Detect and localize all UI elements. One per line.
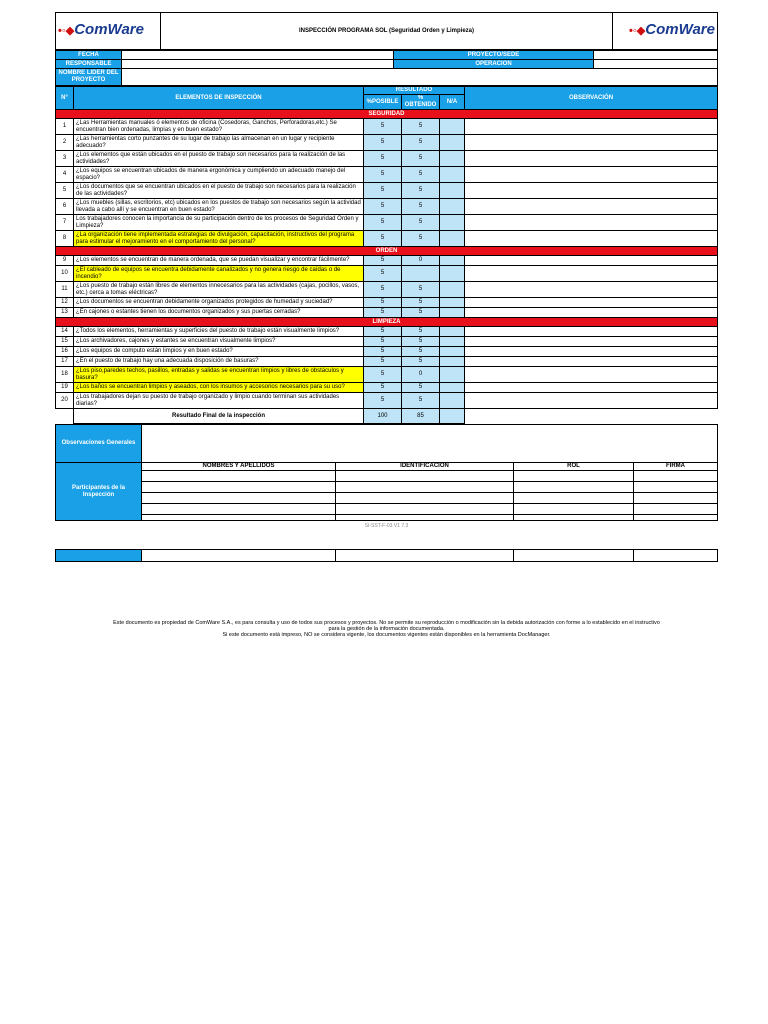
- inspection-row: [56, 327, 718, 337]
- item-posible[interactable]: 5: [364, 337, 402, 347]
- inspection-row: [56, 347, 718, 357]
- inspection-table: [55, 86, 718, 424]
- item-number: 2: [56, 135, 74, 151]
- operacion-field[interactable]: [594, 60, 718, 69]
- item-text: ¿Los documentos que se encuentran ubicados en el puesto de trabajo son necesarios para la realización de las actividades?: [74, 183, 364, 199]
- item-text: Los trabajadores conocen la importancia de su participación dentro de los procesos de Seguridad Orden y Limpieza?: [74, 215, 364, 231]
- responsable-field[interactable]: [122, 60, 394, 69]
- participant-field[interactable]: [142, 471, 336, 482]
- participant-field[interactable]: [634, 504, 718, 515]
- item-number: 11: [56, 282, 74, 298]
- item-number: 1: [56, 119, 74, 135]
- header-table: [55, 12, 718, 50]
- participant-field[interactable]: [142, 515, 336, 521]
- item-obtenido[interactable]: 5: [402, 383, 440, 393]
- item-obtenido[interactable]: 5: [402, 119, 440, 135]
- item-number: 14: [56, 327, 74, 337]
- inspection-row: [56, 199, 718, 215]
- participant-field[interactable]: [634, 471, 718, 482]
- item-na[interactable]: [440, 393, 465, 409]
- item-posible[interactable]: 5: [364, 119, 402, 135]
- item-posible[interactable]: 5: [364, 347, 402, 357]
- item-na[interactable]: [440, 266, 465, 282]
- item-number: 8: [56, 231, 74, 247]
- operacion-label: OPERACIÓN: [394, 60, 594, 69]
- item-number: 10: [56, 266, 74, 282]
- item-posible[interactable]: 5: [364, 298, 402, 308]
- observaciones-label: Observaciones Generales: [56, 425, 142, 463]
- item-text: ¿Los piso,paredes techos, pasillos, entradas y salidas se encuentran limpios y libres de obstáculos y basura?: [74, 367, 364, 383]
- item-text: ¿Los equipos de computo están limpios y en buen estado?: [74, 347, 364, 357]
- continued-participants-row: [55, 549, 718, 562]
- item-observacion[interactable]: [465, 357, 718, 367]
- item-observacion[interactable]: [465, 256, 718, 266]
- item-obtenido[interactable]: 5: [402, 327, 440, 337]
- item-obtenido[interactable]: 5: [402, 357, 440, 367]
- item-na[interactable]: [440, 308, 465, 318]
- item-obtenido[interactable]: 5: [402, 337, 440, 347]
- participant-field[interactable]: [336, 504, 514, 515]
- item-text: ¿Los elementos se encuentran de manera ordenada, que se puedan visualizar y encontrar fácilmente?: [74, 256, 364, 266]
- page-cut-code: SI-SST-F-03 V1 7.3: [364, 523, 409, 529]
- item-obtenido[interactable]: [402, 266, 440, 282]
- item-observacion[interactable]: [465, 183, 718, 199]
- participant-field[interactable]: [514, 550, 634, 562]
- footer-line: Si este documento está impreso, NO se considera vigente, los documentos vigentes están disponibles en la herramienta DocManager.: [222, 632, 551, 638]
- inspection-row: [56, 367, 718, 383]
- fecha-label: FECHA: [56, 51, 122, 60]
- item-text: ¿Las Herramientas manuales ó elementos de oficina (Cosedoras, Ganchos, Perforadoras,etc.) Se encuentran bien ordenadas, limpias y en buen estado?: [74, 119, 364, 135]
- col-na: N/A: [440, 95, 465, 110]
- item-observacion[interactable]: [465, 135, 718, 151]
- col-num: N°: [56, 87, 74, 110]
- item-na[interactable]: [440, 215, 465, 231]
- inspection-row: [56, 308, 718, 318]
- item-posible[interactable]: 5: [364, 383, 402, 393]
- participant-field[interactable]: [336, 493, 514, 504]
- item-number: 6: [56, 199, 74, 215]
- col-posible: %POSIBLE: [364, 95, 402, 110]
- inspection-row: [56, 167, 718, 183]
- inspection-row: [56, 266, 718, 282]
- item-number: 5: [56, 183, 74, 199]
- item-text: ¿Los trabajadores dejan su puesto de trabajo organizado y limpio cuando terminan sus actividades diarias?: [74, 393, 364, 409]
- inspection-row: [56, 357, 718, 367]
- item-posible[interactable]: 5: [364, 183, 402, 199]
- item-observacion[interactable]: [465, 199, 718, 215]
- item-text: ¿Los baños se encuentran limpios y aseados, con los insumos y accesorios necesarios para su uso?: [74, 383, 364, 393]
- item-obtenido[interactable]: 5: [402, 308, 440, 318]
- footer-line: para la gestión de la información documentada.: [328, 626, 445, 632]
- inspection-row: [56, 298, 718, 308]
- participant-field[interactable]: [336, 471, 514, 482]
- proyecto-field[interactable]: [594, 51, 718, 60]
- item-observacion[interactable]: [465, 119, 718, 135]
- item-text: ¿El cableado de equipos se encuentra debidamente canalizados y no genera riesgo de caídas o de incendio?: [74, 266, 364, 282]
- item-obtenido[interactable]: 5: [402, 231, 440, 247]
- document-title: INSPECCIÓN PROGRAMA SOL (Seguridad Orden y Limpieza): [161, 13, 613, 50]
- section-header: SEGURIDAD: [56, 110, 718, 119]
- inspection-row: [56, 151, 718, 167]
- item-observacion[interactable]: [465, 167, 718, 183]
- participant-field[interactable]: [142, 550, 336, 562]
- item-observacion[interactable]: [465, 308, 718, 318]
- item-number: 9: [56, 256, 74, 266]
- observaciones-field[interactable]: [142, 425, 718, 463]
- col-firma: FIRMA: [634, 463, 718, 471]
- item-observacion[interactable]: [465, 347, 718, 357]
- col-observacion: OBSERVACIÓN: [465, 87, 718, 110]
- item-na[interactable]: [440, 357, 465, 367]
- item-observacion[interactable]: [465, 231, 718, 247]
- item-posible[interactable]: 5: [364, 256, 402, 266]
- item-observacion[interactable]: [465, 298, 718, 308]
- item-obtenido[interactable]: 5: [402, 298, 440, 308]
- item-na[interactable]: [440, 347, 465, 357]
- logo-left: •◦◆ComWare: [56, 13, 161, 50]
- item-observacion[interactable]: [465, 393, 718, 409]
- col-elementos: ELEMENTOS DE INSPECCIÓN: [74, 87, 364, 110]
- participant-field[interactable]: [142, 493, 336, 504]
- item-na[interactable]: [440, 151, 465, 167]
- item-na[interactable]: [440, 119, 465, 135]
- participantes-label: Participantes de la Inspección: [56, 463, 142, 521]
- result-na: [440, 409, 465, 424]
- item-observacion[interactable]: [465, 367, 718, 383]
- participant-field[interactable]: [514, 493, 634, 504]
- inspection-row: [56, 231, 718, 247]
- item-text: ¿Los elementos que están ubicados en el puesto de trabajo son necesarios para la realización de las actividades?: [74, 151, 364, 167]
- item-number: 12: [56, 298, 74, 308]
- item-na[interactable]: [440, 167, 465, 183]
- item-obtenido[interactable]: 5: [402, 183, 440, 199]
- item-number: 18: [56, 367, 74, 383]
- proyecto-label: PROYECTO/SEDE: [394, 51, 594, 60]
- item-number: 3: [56, 151, 74, 167]
- lider-label: NOMBRE LIDER DEL PROYECTO: [56, 69, 122, 86]
- item-obtenido[interactable]: 5: [402, 393, 440, 409]
- item-text: ¿Los archivadores, cajones y estantes se encuentran visualmente limpios?: [74, 337, 364, 347]
- sections-body: [56, 110, 718, 409]
- item-posible[interactable]: 5: [364, 367, 402, 383]
- item-number: 7: [56, 215, 74, 231]
- item-obtenido[interactable]: 5: [402, 167, 440, 183]
- item-na[interactable]: [440, 282, 465, 298]
- inspection-row: [56, 119, 718, 135]
- col-resultado: RESULTADO: [364, 87, 465, 95]
- item-na[interactable]: [440, 298, 465, 308]
- item-na[interactable]: [440, 327, 465, 337]
- participant-field[interactable]: [514, 471, 634, 482]
- participant-field[interactable]: [634, 515, 718, 521]
- col-rol: ROL: [514, 463, 634, 471]
- item-posible[interactable]: 5: [364, 151, 402, 167]
- item-posible[interactable]: 5: [364, 199, 402, 215]
- participant-field[interactable]: [514, 504, 634, 515]
- item-posible[interactable]: 5: [364, 167, 402, 183]
- result-spacer: [56, 409, 74, 424]
- col-obtenido: % OBTENIDO: [402, 95, 440, 110]
- item-observacion[interactable]: [465, 215, 718, 231]
- item-obtenido[interactable]: 5: [402, 215, 440, 231]
- item-na[interactable]: [440, 135, 465, 151]
- item-na[interactable]: [440, 367, 465, 383]
- item-text: ¿Los documentos se encuentran debidamente organizados protegidos de humedad y suciedad?: [74, 298, 364, 308]
- document-footer: [55, 620, 718, 638]
- item-posible[interactable]: 5: [364, 231, 402, 247]
- footer-line: Este documento es propiedad de ComWare S.A., es para consulta y uso de todos sus procesos y proyectos. No se permite su reproducción o modificación sin la debida autorización con forme a lo establecido en el instructivo: [113, 620, 660, 626]
- item-na[interactable]: [440, 337, 465, 347]
- item-text: ¿Los puesto de trabajo están libres de elementos innecesarios para las actividades (cajas, pocillos, vasos, etc.) cerca a tomas eléctricas?: [74, 282, 364, 298]
- item-posible[interactable]: 5: [364, 282, 402, 298]
- item-number: 15: [56, 337, 74, 347]
- item-posible[interactable]: 5: [364, 215, 402, 231]
- fecha-field[interactable]: [122, 51, 394, 60]
- item-text: ¿Los muebles (sillas, escritorios, etc) ubicados en los puestos de trabajo son necesarios según la actividad llevada a cabo allí y se encuentran en buen estado?: [74, 199, 364, 215]
- inspection-row: [56, 383, 718, 393]
- item-observacion[interactable]: [465, 337, 718, 347]
- item-obtenido[interactable]: 5: [402, 282, 440, 298]
- item-na[interactable]: [440, 256, 465, 266]
- responsable-label: RESPONSABLE: [56, 60, 122, 69]
- item-text: ¿Los equipos se encuentran ubicados de manera ergonómica y cumpliendo un adecuado manejo del espacio?: [74, 167, 364, 183]
- item-obtenido[interactable]: 5: [402, 347, 440, 357]
- participant-field[interactable]: [634, 550, 718, 562]
- section-header: ORDEN: [56, 247, 718, 256]
- inspection-row: [56, 393, 718, 409]
- item-na[interactable]: [440, 199, 465, 215]
- item-observacion[interactable]: [465, 266, 718, 282]
- participantes-continued: [56, 550, 142, 562]
- participants-table: [55, 424, 718, 521]
- item-obtenido[interactable]: 0: [402, 256, 440, 266]
- inspection-sheet: [55, 12, 718, 562]
- inspection-row: [56, 282, 718, 298]
- item-posible[interactable]: 5: [364, 266, 402, 282]
- page-gap: [55, 531, 718, 549]
- logo-right: •◦◆ComWare: [613, 13, 718, 50]
- item-observacion[interactable]: [465, 383, 718, 393]
- item-text: ¿Las herramientas corto punzantes de su lugar de trabajo las almacenan en un lugar y recipiente adecuado?: [74, 135, 364, 151]
- result-posible: 100: [364, 409, 402, 424]
- participant-field[interactable]: [514, 482, 634, 493]
- participant-field[interactable]: [514, 515, 634, 521]
- item-text: ¿La organización tiene implementada estrategias de divulgación, capacitación, instructivos del programa para estimular el mejoramiento en el comportamiento del personal?: [74, 231, 364, 247]
- participant-field[interactable]: [336, 482, 514, 493]
- item-number: 17: [56, 357, 74, 367]
- item-na[interactable]: [440, 231, 465, 247]
- item-number: 13: [56, 308, 74, 318]
- item-na[interactable]: [440, 183, 465, 199]
- section-header: LIMPIEZA: [56, 318, 718, 327]
- inspection-row: [56, 135, 718, 151]
- item-posible[interactable]: 5: [364, 308, 402, 318]
- item-posible[interactable]: 5: [364, 135, 402, 151]
- inspection-row: [56, 256, 718, 266]
- participant-field[interactable]: [634, 493, 718, 504]
- inspection-row: [56, 337, 718, 347]
- inspection-row: [56, 215, 718, 231]
- participant-field[interactable]: [336, 550, 514, 562]
- participant-field[interactable]: [336, 515, 514, 521]
- item-text: ¿En el puesto de trabajo hay una adecuada disposición de basuras?: [74, 357, 364, 367]
- item-number: 4: [56, 167, 74, 183]
- item-observacion[interactable]: [465, 327, 718, 337]
- item-number: 16: [56, 347, 74, 357]
- participant-field[interactable]: [142, 504, 336, 515]
- col-identificacion: IDENTIFICACIÓN: [336, 463, 514, 471]
- item-posible[interactable]: 5: [364, 393, 402, 409]
- lider-field[interactable]: [122, 69, 718, 86]
- participant-field[interactable]: [142, 482, 336, 493]
- item-posible[interactable]: 5: [364, 357, 402, 367]
- item-na[interactable]: [440, 383, 465, 393]
- result-obtenido: 85: [402, 409, 440, 424]
- item-observacion[interactable]: [465, 151, 718, 167]
- result-label: Resultado Final de la inspección: [74, 409, 364, 424]
- item-number: 19: [56, 383, 74, 393]
- item-posible[interactable]: 5: [364, 327, 402, 337]
- item-text: ¿En cajones o estantes tienen los documentos organizados y sus puertas cerradas?: [74, 308, 364, 318]
- participant-field[interactable]: [634, 482, 718, 493]
- col-nombres: NOMBRES Y APELLIDOS: [142, 463, 336, 471]
- item-obtenido[interactable]: 5: [402, 199, 440, 215]
- item-text: ¿Todos los elementos, herramientas y superficies del puesto de trabajo están visualmente limpios?: [74, 327, 364, 337]
- item-number: 20: [56, 393, 74, 409]
- result-observacion: [465, 409, 718, 424]
- item-observacion[interactable]: [465, 282, 718, 298]
- item-obtenido[interactable]: 5: [402, 151, 440, 167]
- item-obtenido[interactable]: 5: [402, 135, 440, 151]
- inspection-row: [56, 183, 718, 199]
- info-table: [55, 50, 718, 86]
- item-obtenido[interactable]: 0: [402, 367, 440, 383]
